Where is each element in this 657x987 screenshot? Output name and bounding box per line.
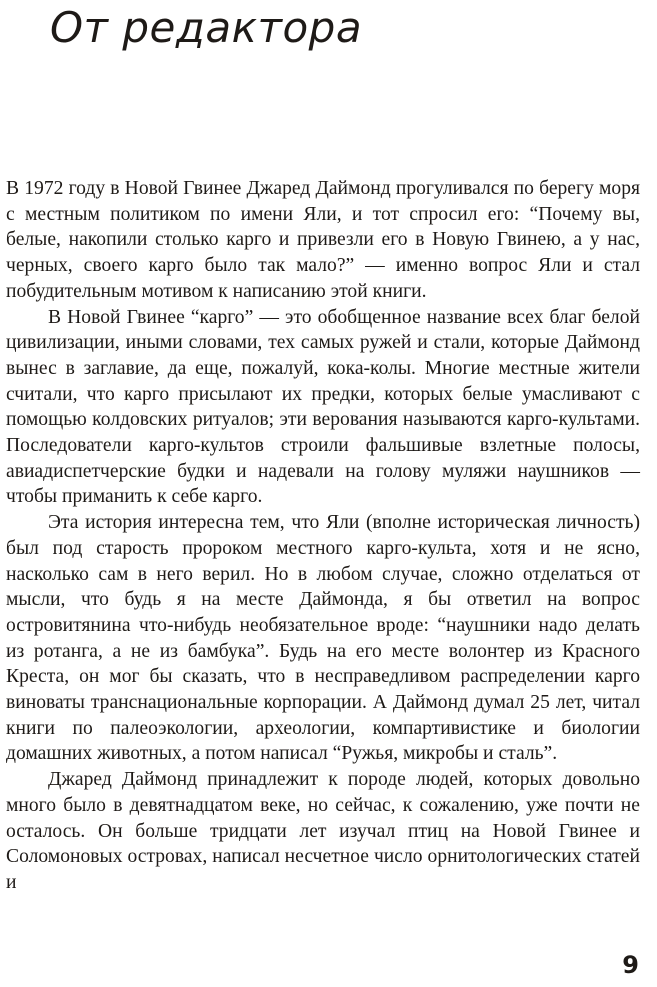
paragraph: В 1972 году в Новой Гвинее Джаред Даймонд прогуливался по берегу моря с местным политиком по имени Яли, и тот спросил его: “Почему вы, белые, накопили столько карго и привезли его в Новую Гвинею, а у нас, черных, своего карго было так мало?” — именно вопрос Яли и стал побудительным мотивом к написанию этой книги. [6,178,640,302]
page-number: 9 [622,951,639,979]
paragraph: Джаред Даймонд принадлежит к породе людей, которых довольно много было в девятнадцатом веке, но сейчас, к сожалению, уже почти не осталось. Он больше тридцати лет изучал птиц на Новой Гвинее и Соломоновых островах, написал несчетное число орнитологических статей и [6,769,640,893]
paragraph: В Новой Гвинее “карго” — это обобщенное название всех благ белой цивилизации, иными словами, тех самых ружей и стали, которые Даймонд вынес в заглавие, да еще, пожалуй, кока-колы. Многие местные жители считали, что карго присылают их предки, которых белые умасливают с помощью колдовских ритуалов; эти верования называются карго-культами. Последователи карго-культов строили фальшивые взлетные полосы, авиадиспетчерские будки и надевали на голову муляжи наушников — чтобы приманить к себе карго. [6,306,640,508]
paragraph: Эта история интересна тем, что Яли (вполне историческая личность) был под старость пророком местного карго-культа, хотя и не ясно, насколько сам в него верил. Но в любом случае, сложно отделаться от мысли, что будь я на месте Даймонда, я бы ответил на вопрос островитянина что-нибудь необязательное вроде: “наушники надо делать из ротанга, а не из бамбука”. Будь на его месте волонтер из Красного Креста, он мог бы сказать, что в несправедливом распределении карго виноваты транснациональные корпорации. А Даймонд думал 25 лет, читал книги по палеоэкологии, археологии, компартивистике и биологии домашних животных, а потом написал “Ружья, микробы и сталь”. [6,512,640,765]
chapter-title: От редактора [50,3,363,52]
body-text [6,176,640,896]
